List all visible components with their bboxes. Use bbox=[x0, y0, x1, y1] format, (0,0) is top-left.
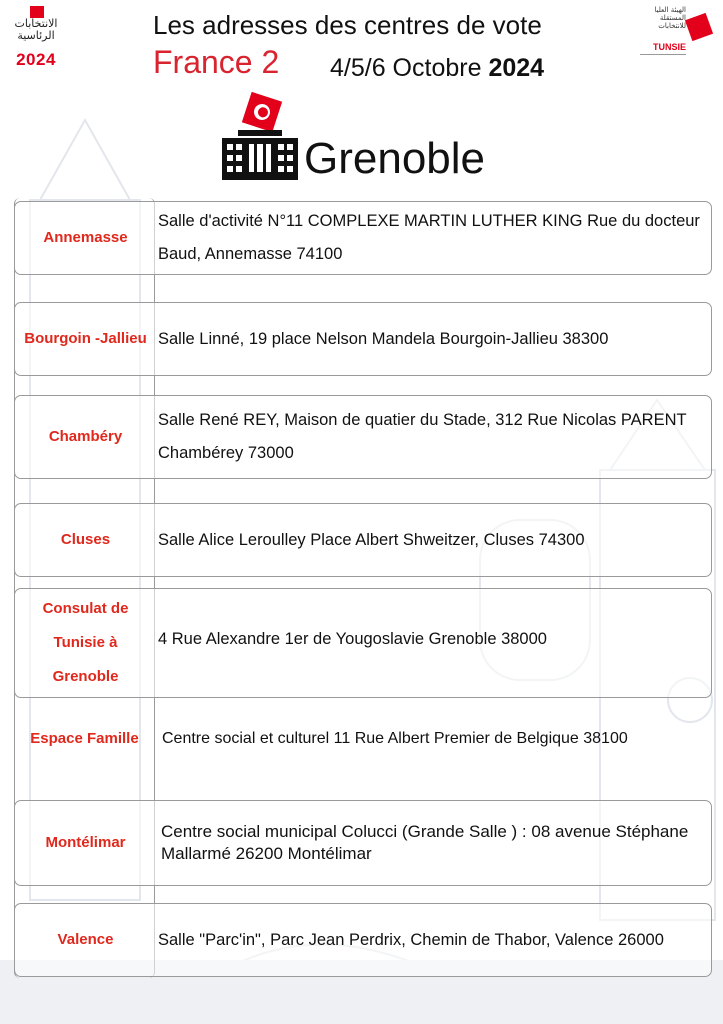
isie-name: TUNSIE bbox=[652, 42, 686, 52]
centre-city: Chambéry bbox=[48, 428, 123, 445]
centre-address: Centre social et culturel 11 Rue Albert Premier de Belgique 38100 bbox=[162, 730, 628, 747]
centre-address: Salle d'activité N°11 COMPLEXE MARTIN LUTHER KING Rue du docteur Baud, Annemasse 74100 bbox=[158, 212, 700, 263]
page-subtitle: France 2 bbox=[153, 44, 280, 80]
centre-row-montelimar bbox=[14, 800, 712, 886]
centre-row-chambery bbox=[14, 395, 712, 479]
centre-city: Montélimar bbox=[45, 834, 126, 851]
election-dates bbox=[330, 54, 544, 83]
tunisia-flag-icon bbox=[685, 13, 713, 41]
centre-address: Salle René REY, Maison de quatier du Stade, 312 Rue Nicolas PARENT Chambérey 73000 bbox=[158, 411, 687, 462]
centre-address: Salle Linné, 19 place Nelson Mandela Bourgoin-Jallieu 38300 bbox=[158, 329, 609, 348]
centre-address: Centre social municipal Colucci (Grande Salle ) : 08 avenue Stéphane Mallarmé 26200 Montélimar bbox=[161, 822, 689, 863]
centre-address: 4 Rue Alexandre 1er de Yougoslavie Grenoble 38000 bbox=[158, 630, 547, 648]
logo-arabic-text: الانتخابات الرئاسية bbox=[14, 17, 58, 42]
centre-row-bourgoin-jallieu bbox=[14, 302, 712, 376]
city-heading: Grenoble bbox=[304, 134, 486, 183]
centre-row-espace-famille bbox=[14, 706, 710, 774]
centre-city: Annemasse bbox=[43, 229, 128, 246]
centre-city: Consulat de Tunisie à Grenoble bbox=[42, 600, 129, 685]
isie-logo bbox=[640, 6, 720, 66]
centre-address: Salle "Parc'in", Parc Jean Perdrix, Chemin de Thabor, Valence 26000 bbox=[158, 930, 664, 949]
ballot-box-building-icon bbox=[220, 92, 300, 184]
page-title: Les adresses des centres de vote bbox=[153, 10, 542, 40]
dates-days: 4/5/6 Octobre bbox=[330, 54, 482, 82]
centre-address: Salle Alice Leroulley Place Albert Shweitzer, Cluses 74300 bbox=[158, 530, 585, 549]
elections-2024-logo bbox=[6, 4, 66, 74]
centre-city: Bourgoin -Jallieu bbox=[24, 330, 147, 347]
centre-row-cluses bbox=[14, 503, 712, 577]
centre-row-consulat-grenoble bbox=[14, 588, 712, 698]
isie-subtitle-line bbox=[640, 54, 686, 63]
centre-row-valence bbox=[14, 903, 712, 977]
centre-city: Cluses bbox=[60, 531, 111, 548]
centre-city: Espace Famille bbox=[30, 730, 139, 747]
dates-year: 2024 bbox=[488, 54, 545, 82]
isie-arabic-text: الهيئة العليا المستقلة للانتخابات bbox=[654, 6, 686, 30]
centre-row-annemasse bbox=[14, 201, 712, 275]
logo-year: 2024 bbox=[16, 50, 56, 69]
centre-city: Valence bbox=[57, 931, 114, 948]
